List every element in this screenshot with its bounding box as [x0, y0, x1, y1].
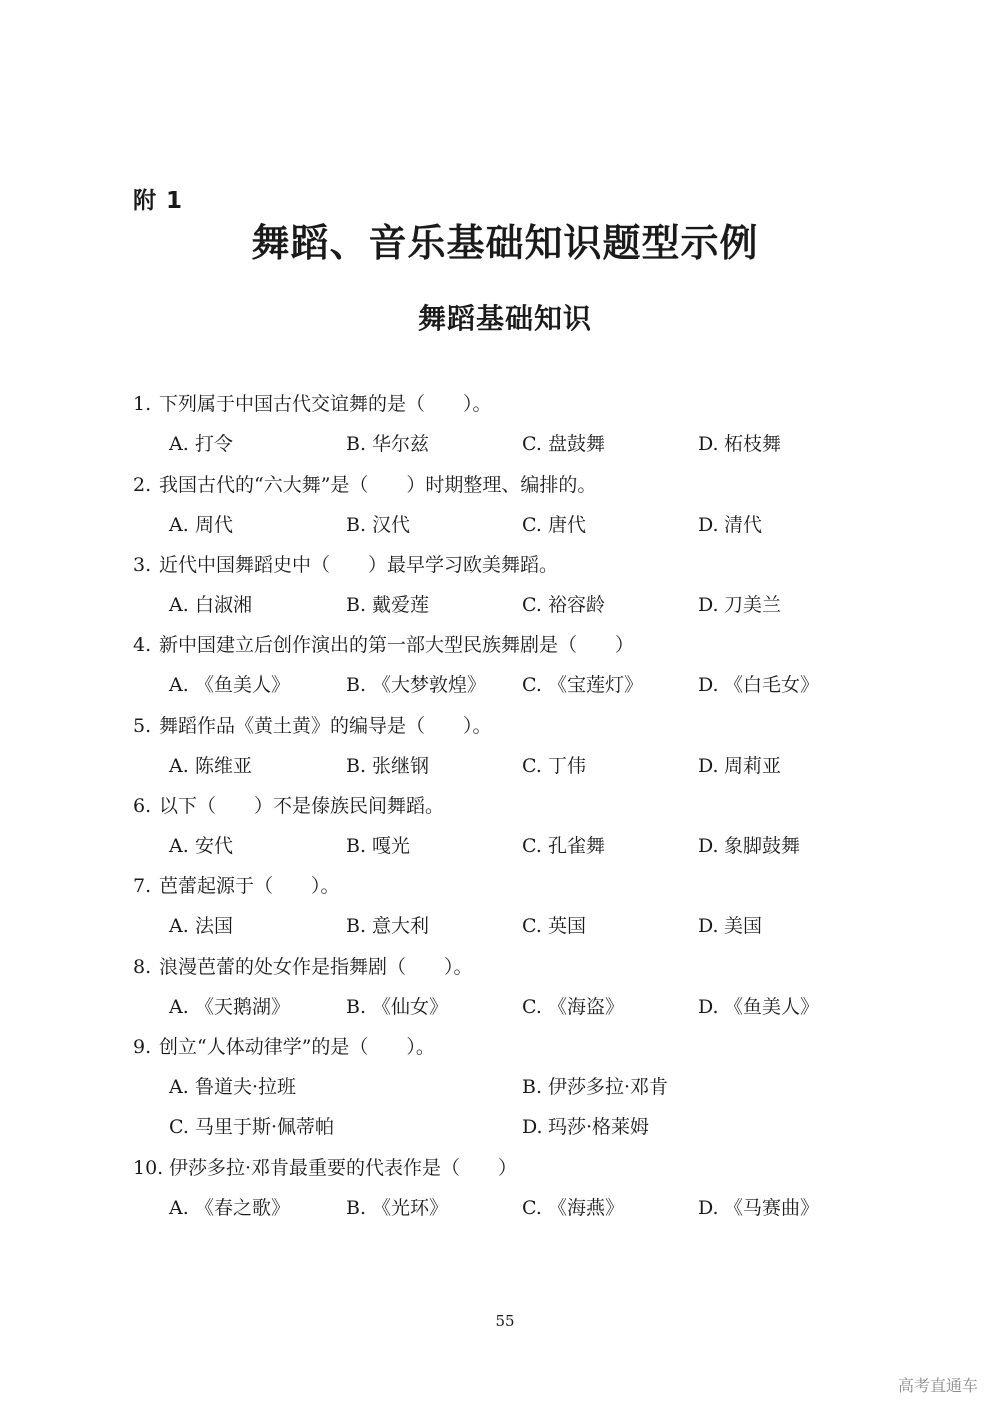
- answer-option: [169, 831, 233, 861]
- option-letter: C.: [522, 1197, 542, 1219]
- option-text: 法国: [195, 915, 234, 937]
- option-letter: C.: [522, 915, 542, 937]
- question-number: 7.: [133, 875, 152, 897]
- question-number: 10.: [133, 1157, 164, 1179]
- option-row: [0, 670, 1000, 700]
- option-text: 《马赛曲》: [724, 1197, 820, 1219]
- answer-option: [346, 911, 429, 941]
- option-text: 玛莎·格莱姆: [548, 1116, 650, 1138]
- option-text: 嘎光: [372, 835, 411, 857]
- answer-option: [169, 510, 233, 540]
- option-text: 象脚鼓舞: [724, 835, 801, 857]
- option-row: [0, 751, 1000, 781]
- option-letter: A.: [169, 915, 189, 937]
- question: [0, 550, 1000, 580]
- answer-option: [522, 751, 586, 781]
- option-letter: A.: [169, 755, 189, 777]
- option-text: 刀美兰: [724, 594, 782, 616]
- answer-option: [522, 1193, 624, 1223]
- option-text: 《天鹅湖》: [195, 996, 291, 1018]
- question: [0, 952, 1000, 982]
- answer-option: [346, 992, 448, 1022]
- option-text: 盘鼓舞: [548, 433, 606, 455]
- option-letter: A.: [169, 1197, 189, 1219]
- option-letter: B.: [346, 915, 367, 937]
- option-text: 《仙女》: [372, 996, 449, 1018]
- question-number: 3.: [133, 554, 152, 576]
- option-letter: C.: [522, 433, 542, 455]
- answer-option: [522, 1112, 649, 1142]
- option-letter: D.: [698, 915, 719, 937]
- question-number: 2.: [133, 474, 152, 496]
- option-text: 戴爱莲: [372, 594, 430, 616]
- answer-option: [698, 429, 781, 459]
- option-text: 《光环》: [372, 1197, 449, 1219]
- option-text: 丁伟: [548, 755, 587, 777]
- watermark: 高考直通车: [897, 1376, 978, 1395]
- option-letter: B.: [346, 674, 367, 696]
- option-letter: D.: [698, 594, 719, 616]
- answer-option: [169, 670, 290, 700]
- option-text: 《春之歌》: [195, 1197, 291, 1219]
- answer-option: [346, 590, 429, 620]
- option-letter: A.: [169, 835, 189, 857]
- answer-option: [169, 992, 290, 1022]
- option-text: 《海燕》: [548, 1197, 625, 1219]
- option-text: 孔雀舞: [548, 835, 606, 857]
- answer-option: [346, 831, 410, 861]
- question: [0, 791, 1000, 821]
- option-letter: D.: [522, 1116, 543, 1138]
- option-letter: C.: [522, 996, 542, 1018]
- option-text: 安代: [195, 835, 234, 857]
- answer-option: [169, 1112, 334, 1142]
- appendix-label: 附 1: [133, 188, 184, 214]
- question-text: 创立“人体动律学”的是（ ）。: [159, 1036, 435, 1058]
- question-number: 1.: [133, 393, 152, 415]
- option-text: 马里于斯·佩蒂帕: [195, 1116, 335, 1138]
- page-number: 55: [495, 1312, 515, 1330]
- option-text: 《鱼美人》: [724, 996, 820, 1018]
- option-letter: A.: [169, 1076, 189, 1098]
- answer-option: [169, 1193, 290, 1223]
- option-letter: B.: [346, 433, 367, 455]
- option-letter: C.: [169, 1116, 189, 1138]
- option-text: 伊莎多拉·邓肯: [548, 1076, 669, 1098]
- answer-option: [169, 751, 252, 781]
- answer-option: [522, 429, 605, 459]
- option-letter: C.: [522, 594, 542, 616]
- option-letter: D.: [698, 1197, 719, 1219]
- option-letter: B.: [346, 835, 367, 857]
- option-text: 《海盗》: [548, 996, 625, 1018]
- option-text: 华尔兹: [372, 433, 430, 455]
- answer-option: [522, 510, 586, 540]
- question-text: 新中国建立后创作演出的第一部大型民族舞剧是（ ）: [159, 634, 635, 656]
- question-text: 我国古代的“六大舞”是（ ）时期整理、编排的。: [159, 474, 597, 496]
- question-text: 伊莎多拉·邓肯最重要的代表作是（ ）: [169, 1157, 518, 1179]
- question-number: 6.: [133, 795, 152, 817]
- answer-option: [169, 911, 233, 941]
- option-letter: A.: [169, 674, 189, 696]
- question-text: 以下（ ）不是傣族民间舞蹈。: [159, 795, 445, 817]
- option-row: [0, 510, 1000, 540]
- question-text: 芭蕾起源于（ ）。: [159, 875, 340, 897]
- option-text: 英国: [548, 915, 587, 937]
- option-letter: A.: [169, 996, 189, 1018]
- answer-option: [169, 429, 233, 459]
- option-letter: D.: [698, 996, 719, 1018]
- section-title: 舞蹈基础知识: [417, 302, 592, 335]
- option-letter: D.: [698, 514, 719, 536]
- question-number: 4.: [133, 634, 152, 656]
- option-letter: D.: [698, 674, 719, 696]
- option-text: 打令: [195, 433, 234, 455]
- option-letter: B.: [522, 1076, 543, 1098]
- question: [0, 389, 1000, 419]
- answer-option: [346, 510, 410, 540]
- answer-option: [698, 590, 781, 620]
- answer-option: [522, 831, 605, 861]
- answer-option: [169, 1072, 296, 1102]
- option-letter: B.: [346, 755, 367, 777]
- question: [0, 1153, 1000, 1183]
- answer-option: [346, 751, 429, 781]
- option-row: [0, 590, 1000, 620]
- option-text: 《白毛女》: [724, 674, 820, 696]
- question-number: 5.: [133, 715, 152, 737]
- answer-option: [522, 911, 586, 941]
- answer-option: [698, 1193, 819, 1223]
- option-text: 白淑湘: [195, 594, 253, 616]
- answer-option: [522, 1072, 668, 1102]
- option-letter: C.: [522, 514, 542, 536]
- answer-option: [346, 429, 429, 459]
- option-letter: B.: [346, 594, 367, 616]
- option-text: 唐代: [548, 514, 587, 536]
- answer-option: [698, 831, 800, 861]
- option-letter: D.: [698, 433, 719, 455]
- option-row: [0, 429, 1000, 459]
- answer-option: [698, 510, 762, 540]
- option-letter: B.: [346, 996, 367, 1018]
- answer-option: [346, 1193, 448, 1223]
- option-text: 意大利: [372, 915, 430, 937]
- option-letter: B.: [346, 1197, 367, 1219]
- option-letter: C.: [522, 674, 542, 696]
- question-number: 8.: [133, 956, 152, 978]
- option-letter: B.: [346, 514, 367, 536]
- answer-option: [522, 590, 605, 620]
- option-letter: A.: [169, 433, 189, 455]
- answer-option: [698, 911, 762, 941]
- answer-option: [698, 670, 819, 700]
- option-row: [0, 1193, 1000, 1223]
- option-letter: D.: [698, 835, 719, 857]
- option-text: 张继钢: [372, 755, 430, 777]
- answer-option: [522, 992, 624, 1022]
- option-text: 陈维亚: [195, 755, 253, 777]
- option-letter: D.: [698, 755, 719, 777]
- option-row: [0, 831, 1000, 861]
- question: [0, 1032, 1000, 1062]
- question: [0, 871, 1000, 901]
- question-text: 近代中国舞蹈史中（ ）最早学习欧美舞蹈。: [159, 554, 559, 576]
- option-text: 《大梦敦煌》: [372, 674, 487, 696]
- question: [0, 470, 1000, 500]
- question: [0, 711, 1000, 741]
- option-text: 美国: [724, 915, 763, 937]
- option-text: 裕容龄: [548, 594, 606, 616]
- question: [0, 630, 1000, 660]
- page-title: 舞蹈、音乐基础知识题型示例: [251, 220, 759, 265]
- option-text: 汉代: [372, 514, 411, 536]
- option-letter: A.: [169, 594, 189, 616]
- question-text: 舞蹈作品《黄土黄》的编导是（ ）。: [159, 715, 492, 737]
- option-row: [0, 992, 1000, 1022]
- option-row: [0, 911, 1000, 941]
- option-text: 鲁道夫·拉班: [195, 1076, 297, 1098]
- option-text: 周莉亚: [724, 755, 782, 777]
- answer-option: [698, 751, 781, 781]
- option-text: 周代: [195, 514, 234, 536]
- question-text: 浪漫芭蕾的处女作是指舞剧（ ）。: [159, 956, 473, 978]
- answer-option: [698, 992, 819, 1022]
- option-text: 《鱼美人》: [195, 674, 291, 696]
- option-text: 《宝莲灯》: [548, 674, 644, 696]
- option-letter: A.: [169, 514, 189, 536]
- answer-option: [169, 590, 252, 620]
- question-number: 9.: [133, 1036, 152, 1058]
- question-text: 下列属于中国古代交谊舞的是（ ）。: [159, 393, 492, 415]
- option-letter: C.: [522, 755, 542, 777]
- answer-option: [346, 670, 486, 700]
- option-letter: C.: [522, 835, 542, 857]
- answer-option: [522, 670, 643, 700]
- option-text: 柘枝舞: [724, 433, 782, 455]
- option-text: 清代: [724, 514, 763, 536]
- option-row: [0, 1112, 1000, 1142]
- option-row: [0, 1072, 1000, 1102]
